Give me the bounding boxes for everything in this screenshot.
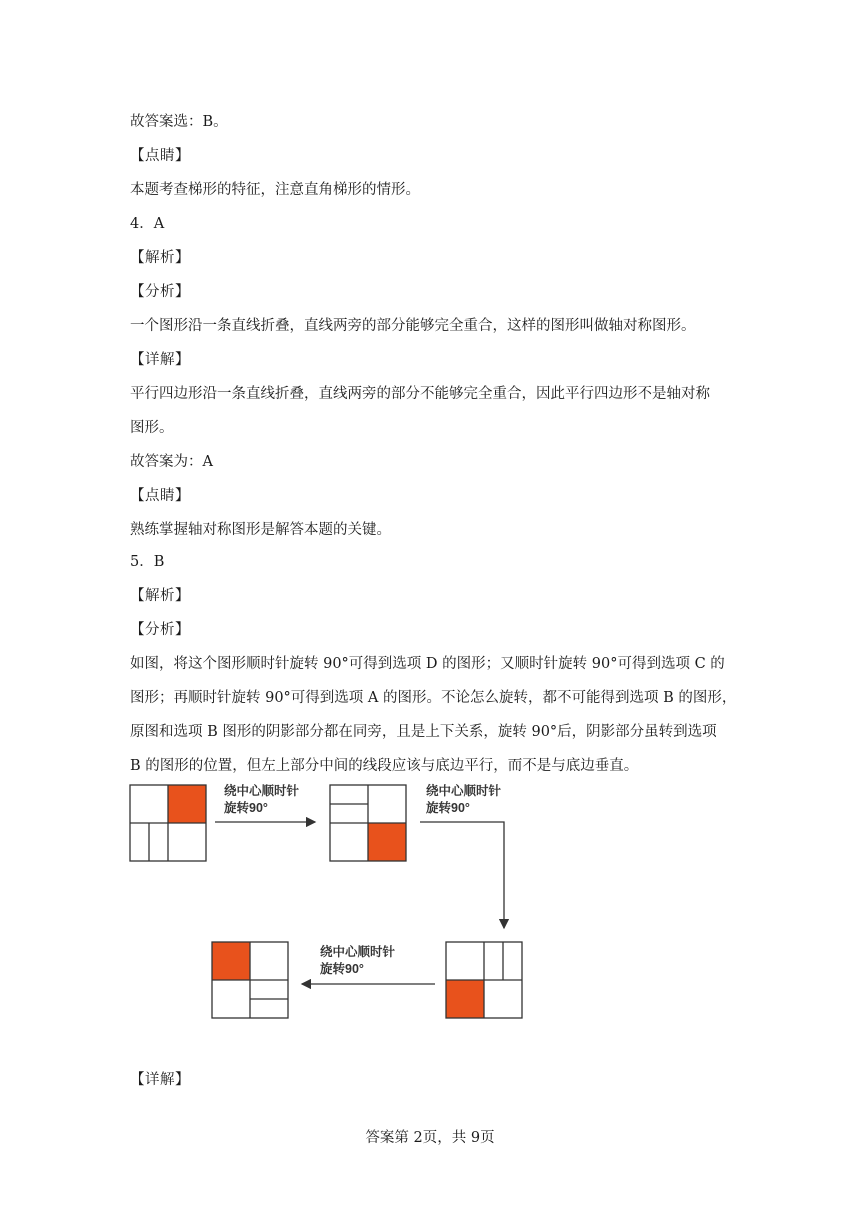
rotation-diagram bbox=[120, 780, 540, 1030]
question-number: 4．A bbox=[130, 216, 165, 232]
shaded-cell bbox=[212, 942, 250, 980]
arrow-1-label-2: 旋转90° bbox=[224, 801, 268, 815]
paragraph: 图形；再顺时针旋转 90°可得到选项 A 的图形。不论怎么旋转，都不可能得到选项 B 的图形， bbox=[130, 690, 737, 706]
paragraph: 图形。 bbox=[130, 420, 174, 436]
paragraph: 如图，将这个图形顺时针旋转 90°可得到选项 D 的图形；又顺时针旋转 90°可得到选项 C 的 bbox=[130, 656, 725, 672]
section-heading-xiangjie: 【详解】 bbox=[130, 352, 190, 368]
page-footer: 答案第 2页，共 9页 bbox=[365, 1130, 495, 1146]
arrow-3-label-1: 绕中心顺时针 bbox=[320, 945, 396, 959]
shaded-cell bbox=[368, 823, 406, 861]
paragraph: 原图和选项 B 图形的阴影部分都在同旁，且是上下关系，旋转 90°后，阴影部分虽转到选项 bbox=[130, 724, 717, 740]
figure-original bbox=[130, 785, 206, 861]
arrow-3-label-2: 旋转90° bbox=[320, 962, 364, 976]
shaded-cell bbox=[446, 980, 484, 1018]
arrow-1 bbox=[215, 783, 315, 822]
paragraph: 熟练掌握轴对称图形是解答本题的关键。 bbox=[130, 522, 391, 538]
arrow-2-label-2: 旋转90° bbox=[426, 801, 470, 815]
figure-rotated-90 bbox=[330, 785, 406, 861]
figure-rotated-180 bbox=[446, 942, 522, 1018]
paragraph: 一个图形沿一条直线折叠，直线两旁的部分能够完全重合，这样的图形叫做轴对称图形。 bbox=[130, 318, 696, 334]
section-heading-fenxi: 【分析】 bbox=[130, 284, 190, 300]
section-heading-dianjing: 【点睛】 bbox=[130, 488, 190, 504]
arrow-2 bbox=[420, 783, 504, 928]
shaded-cell bbox=[168, 785, 206, 823]
section-heading-jiexi: 【解析】 bbox=[130, 588, 190, 604]
arrow-3 bbox=[302, 944, 435, 984]
section-heading-dianjing: 【点睛】 bbox=[130, 148, 190, 164]
section-heading-xiangjie: 【详解】 bbox=[130, 1072, 190, 1088]
paragraph: 平行四边形沿一条直线折叠，直线两旁的部分不能够完全重合，因此平行四边形不是轴对称 bbox=[130, 386, 710, 402]
arrow-1-label-1: 绕中心顺时针 bbox=[224, 784, 300, 798]
section-heading-jiexi: 【解析】 bbox=[130, 250, 190, 266]
answer-line: 故答案选：B。 bbox=[130, 114, 228, 130]
section-heading-fenxi: 【分析】 bbox=[130, 622, 190, 638]
paragraph: B 的图形的位置，但左上部分中间的线段应该与底边平行，而不是与底边垂直。 bbox=[130, 758, 639, 774]
answer-line: 故答案为：A bbox=[130, 454, 213, 470]
figure-rotated-270 bbox=[212, 942, 288, 1018]
question-number: 5．B bbox=[130, 554, 165, 570]
arrow-2-label-1: 绕中心顺时针 bbox=[426, 784, 502, 798]
paragraph: 本题考查梯形的特征，注意直角梯形的情形。 bbox=[130, 182, 420, 198]
